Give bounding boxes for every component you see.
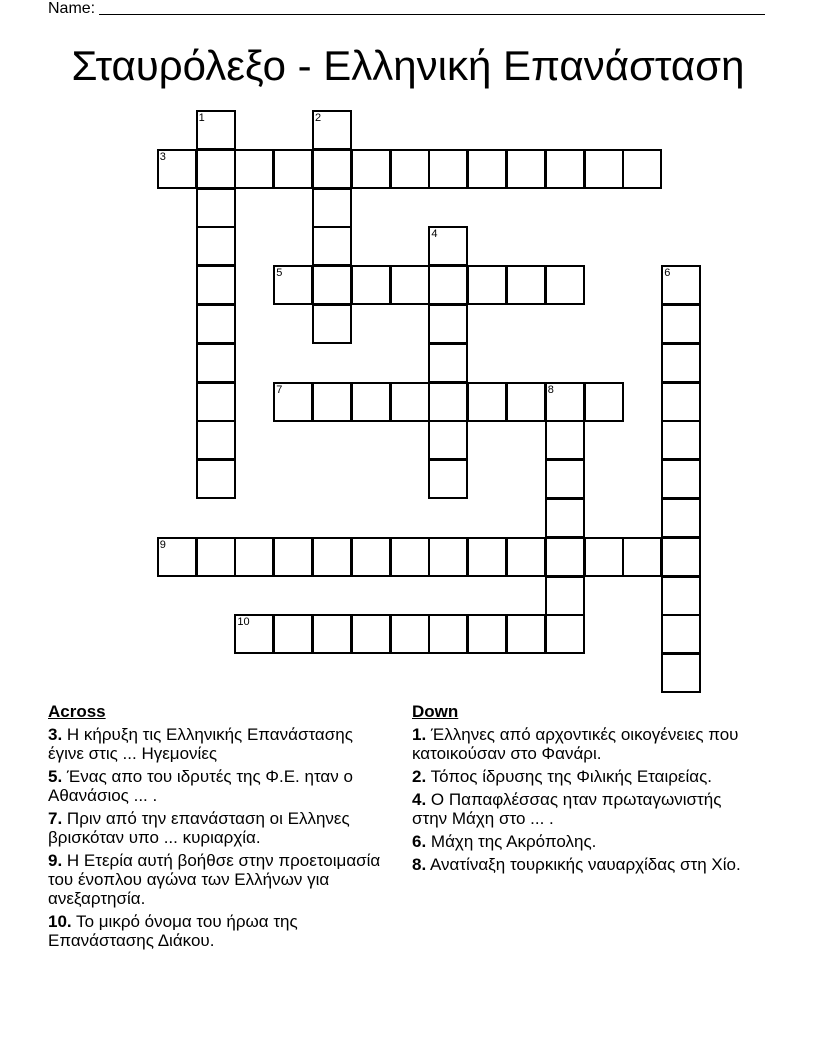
down-heading: Down — [412, 702, 459, 721]
clue-number: 8. — [412, 855, 427, 874]
grid-cell[interactable] — [428, 614, 468, 654]
cell-number: 1 — [198, 112, 205, 124]
clue-number: 3. — [48, 725, 63, 744]
grid-cell[interactable] — [661, 653, 701, 693]
grid-cell[interactable] — [467, 537, 507, 577]
cell-number: 2 — [315, 112, 322, 124]
grid-cell[interactable] — [661, 343, 701, 383]
clue-text: Η Ετερία αυτή βοήθσε στην προετοιμασία του ένοπλου αγώνα των Ελλήνων για ανεξαρτησία. — [48, 851, 381, 908]
grid-cell[interactable] — [506, 265, 546, 305]
grid-cell[interactable] — [622, 537, 662, 577]
grid-cell[interactable] — [351, 265, 391, 305]
clue-down — [412, 725, 757, 763]
puzzle-title: Σταυρόλεξο - Ελληνική Επανάσταση — [71, 42, 745, 89]
grid-cell[interactable] — [661, 382, 701, 422]
grid-cell[interactable] — [661, 459, 701, 499]
grid-cell[interactable] — [545, 498, 585, 538]
clue-number: 4. — [412, 790, 427, 809]
grid-cell[interactable] — [196, 420, 236, 460]
clue-number: 6. — [412, 832, 427, 851]
clue-text: Ένας απο του ιδρυτές της Φ.Ε. ηταν ο Αθανάσιος ... . — [48, 767, 353, 805]
clue-number: 9. — [48, 851, 63, 870]
clue-text: Ο Παπαφλέσσας ηταν πρωταγωνιστής στην Μάχη στο ... . — [412, 790, 722, 828]
grid-cell[interactable] — [312, 265, 352, 305]
grid-cell[interactable] — [196, 343, 236, 383]
grid-cell[interactable] — [506, 382, 546, 422]
grid-cell[interactable] — [545, 382, 585, 422]
grid-cell[interactable] — [661, 498, 701, 538]
grid-cell[interactable] — [196, 537, 236, 577]
grid-cell[interactable] — [545, 576, 585, 616]
grid-cell[interactable] — [312, 304, 352, 344]
grid-cell[interactable] — [661, 420, 701, 460]
across-clue-list — [48, 725, 393, 950]
grid-cell[interactable] — [312, 188, 352, 228]
cell-number: 5 — [276, 267, 283, 280]
grid-cell[interactable] — [390, 537, 430, 577]
grid-cell[interactable] — [157, 149, 197, 189]
grid-cell[interactable] — [428, 420, 468, 460]
grid-cell[interactable] — [506, 614, 546, 654]
grid-cell[interactable] — [390, 614, 430, 654]
clue-number: 1. — [412, 725, 427, 744]
grid-cell[interactable] — [661, 614, 701, 654]
grid-cell[interactable] — [506, 149, 546, 189]
clues-down — [412, 702, 757, 878]
grid-cell[interactable] — [196, 265, 236, 305]
grid-cell[interactable] — [234, 149, 274, 189]
grid-cell[interactable] — [467, 149, 507, 189]
grid-cell[interactable] — [351, 614, 391, 654]
name-label: Name: — [48, 0, 96, 17]
cell-number: 3 — [159, 150, 166, 163]
clue-down — [412, 790, 757, 828]
across-heading: Across — [48, 702, 106, 721]
grid-cell[interactable] — [312, 537, 352, 577]
clues-across — [48, 702, 393, 954]
name-line — [48, 0, 765, 18]
grid-cell[interactable] — [312, 614, 352, 654]
grid-cell[interactable] — [545, 149, 585, 189]
grid-cell[interactable] — [196, 459, 236, 499]
grid-cell[interactable] — [428, 226, 468, 266]
grid-cell[interactable] — [273, 537, 313, 577]
clue-across — [48, 809, 393, 847]
clue-down — [412, 767, 757, 786]
grid-cell[interactable] — [428, 265, 468, 305]
clue-text: Μάχη της Ακρόπολης. — [426, 832, 597, 851]
grid-cell[interactable] — [351, 537, 391, 577]
clue-text: Τόπος ίδρυσης της Φιλικής Εταιρείας. — [426, 767, 713, 786]
clue-text: Η κήρυξη τις Ελληνικής Επανάστασης έγινε στις ... Ηγεμονίες — [48, 725, 353, 763]
grid-cell[interactable] — [661, 537, 701, 577]
grid-cell[interactable] — [428, 537, 468, 577]
clue-across — [48, 767, 393, 805]
grid-cell[interactable] — [584, 537, 624, 577]
cell-number: 8 — [547, 383, 554, 396]
grid-cell[interactable] — [545, 420, 585, 460]
grid-cell[interactable] — [312, 226, 352, 266]
grid-cell[interactable] — [428, 149, 468, 189]
grid-cell[interactable] — [622, 149, 662, 189]
clue-text: Πριν από την επανάσταση οι Ελληνες βρισκόταν υπο ... κυριαρχία. — [48, 809, 350, 847]
grid-cell[interactable] — [234, 537, 274, 577]
grid-cell[interactable] — [312, 382, 352, 422]
grid-cell[interactable] — [467, 382, 507, 422]
clue-text: Έλληνες από αρχοντικές οικογένειες που κατοικούσαν στο Φανάρι. — [412, 725, 739, 763]
grid-cell[interactable] — [428, 459, 468, 499]
grid-cell[interactable] — [312, 149, 352, 189]
grid-cell[interactable] — [196, 382, 236, 422]
grid-cell[interactable] — [545, 614, 585, 654]
grid-cell[interactable] — [545, 265, 585, 305]
clue-across — [48, 912, 393, 950]
cell-number: 6 — [664, 267, 671, 280]
grid-cell[interactable] — [196, 188, 236, 228]
clue-down — [412, 832, 757, 851]
cell-number: 7 — [276, 383, 283, 396]
grid-cell[interactable] — [196, 149, 236, 189]
grid-cell[interactable] — [390, 265, 430, 305]
grid-cell[interactable] — [351, 149, 391, 189]
clue-across — [48, 851, 393, 908]
grid-cell[interactable] — [196, 226, 236, 266]
down-clue-list — [412, 725, 757, 874]
grid-cell[interactable] — [196, 110, 236, 150]
grid-cell[interactable] — [312, 110, 352, 150]
cell-number: 10 — [237, 616, 250, 629]
grid-cell[interactable] — [584, 382, 624, 422]
grid-cell[interactable] — [661, 576, 701, 616]
clue-across — [48, 725, 393, 763]
grid-cell[interactable] — [506, 537, 546, 577]
clue-number: 5. — [48, 767, 63, 786]
grid-cell[interactable] — [273, 265, 313, 305]
grid-cell[interactable] — [584, 149, 624, 189]
grid-cell[interactable] — [390, 149, 430, 189]
grid-cell[interactable] — [273, 614, 313, 654]
grid-cell[interactable] — [545, 459, 585, 499]
grid-cell[interactable] — [428, 343, 468, 383]
cell-number: 9 — [159, 538, 166, 551]
grid-cell[interactable] — [273, 382, 313, 422]
clue-text: Ανατίναξη τουρκικής ναυαρχίδας στη Χίο. — [426, 855, 741, 874]
clue-number: 7. — [48, 809, 63, 828]
grid-cell[interactable] — [661, 304, 701, 344]
grid-cell[interactable] — [196, 304, 236, 344]
grid-cell[interactable] — [273, 149, 313, 189]
grid-cell[interactable] — [234, 614, 274, 654]
grid-cell[interactable] — [157, 537, 197, 577]
clue-down — [412, 855, 757, 874]
grid-cell[interactable] — [428, 304, 468, 344]
grid-cell[interactable] — [545, 537, 585, 577]
grid-cell[interactable] — [661, 265, 701, 305]
clue-number: 2. — [412, 767, 427, 786]
clue-number: 10. — [48, 912, 72, 931]
clue-text: Το μικρό όνομα του ήρωα της Επανάστασης Διάκου. — [48, 912, 298, 950]
grid-cell[interactable] — [467, 614, 507, 654]
name-write-line[interactable] — [99, 0, 765, 15]
grid-cell[interactable] — [351, 382, 391, 422]
grid-cell[interactable] — [390, 382, 430, 422]
grid-cell[interactable] — [428, 382, 468, 422]
cell-number: 4 — [431, 228, 438, 241]
grid-cell[interactable] — [467, 265, 507, 305]
